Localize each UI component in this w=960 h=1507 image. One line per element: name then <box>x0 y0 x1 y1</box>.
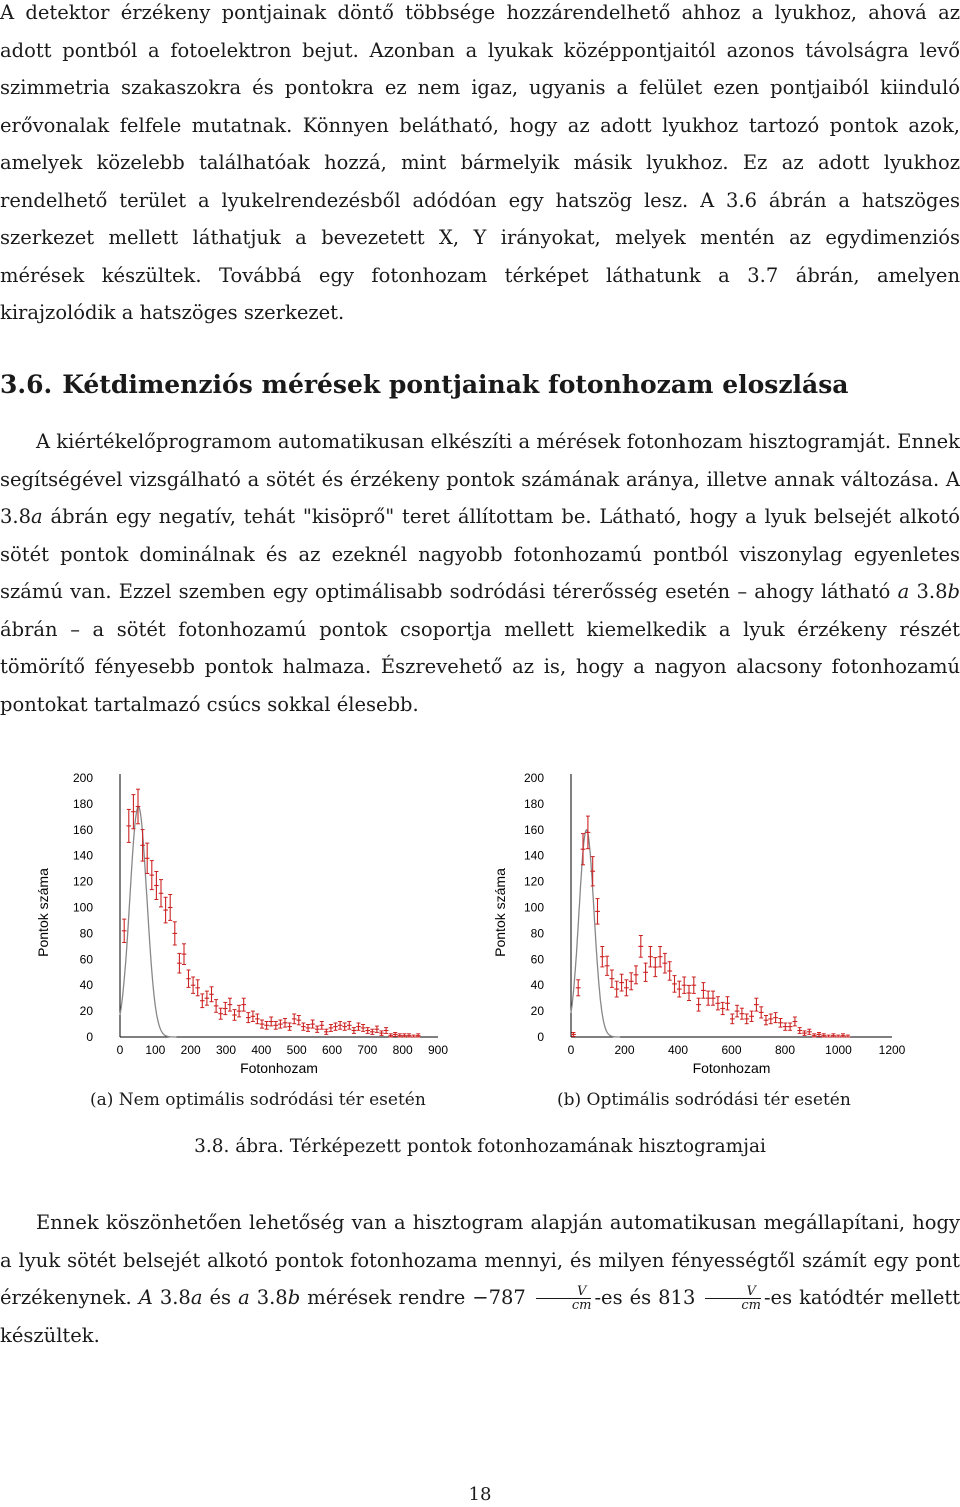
y-tick-label: 80 <box>530 926 544 941</box>
histogram-chart-b <box>492 771 906 1076</box>
y-axis-label: Pontok száma <box>35 868 51 957</box>
histogram-point <box>672 976 677 993</box>
paragraph-conclusion: Ennek köszönhetően lehetőség van a hisztogram alapján automatikusan megállapítani, hogy a lyuk sötét belsejét alkotó pontok fotonhozama mennyi, és milyen fényességtől számít egy pont érzékenynek. A 3.8a és a 3.8b mérések rendre −787 $\frac{V}{cm}$ -es és 813 $\frac{V}{cm}$ -es katódtér mellett készültek. <box>0 1211 960 1347</box>
histogram-point <box>324 1029 329 1034</box>
histogram-point <box>687 985 692 1000</box>
y-tick-label: 160 <box>72 822 93 837</box>
histogram-point <box>793 1017 798 1026</box>
histogram-point <box>788 1023 793 1030</box>
x-axis-label: Fotonhozam <box>692 1060 771 1076</box>
histogram-point <box>361 1025 366 1032</box>
x-tick-label: 400 <box>251 1043 272 1057</box>
paragraph-intro: A detektor érzékeny pontjainak döntő többsége hozzárendelhető ahhoz a lyukhoz, ahová az adott pontból a fotoelektron bejut. Azonban a lyukak középpontjaitól azonos távolságra levő szimmetria szakaszokra és pontokra ez nem igaz, ugyanis a felület ezen pontjaiból kiinduló erővonalak felfele mutatnak. Könnyen belátható, hogy az adott lyukhoz tartozó pontok azok, amelyek közelebb találhatóak hozzá, mint bármelyik másik lyukhoz. Ez az adott lyukhoz rendelhető terület a lyukelrendezésből adódóan egy hatszög lesz. A 3.6 ábrán a hatszöges szerkezet mellett láthatjuk a bevezetett X, Y irányokat, melyek mentén az egydimenziós mérések készültek. Továbbá egy fotonhozam térképet láthatunk a 3.7 ábrán, amelyen kirajzolódik a hatszöges szerkezet. <box>0 1 960 324</box>
x-tick-label: 600 <box>721 1043 742 1057</box>
histogram-point <box>783 1023 788 1030</box>
histogram-point <box>301 1023 306 1030</box>
histogram-point <box>177 953 182 973</box>
histogram-point <box>292 1014 297 1024</box>
histogram-point <box>754 998 759 1011</box>
x-tick-label: 1200 <box>878 1043 906 1057</box>
histogram-point <box>352 1028 357 1034</box>
x-tick-label: 200 <box>614 1043 635 1057</box>
histogram-point <box>648 947 653 967</box>
y-tick-label: 80 <box>79 926 93 941</box>
y-tick-label: 20 <box>79 1004 93 1019</box>
histogram-point <box>168 895 173 921</box>
histogram-point <box>749 1011 754 1021</box>
histogram-point <box>831 1034 836 1037</box>
histogram-point <box>826 1035 831 1037</box>
histogram-point <box>306 1025 311 1032</box>
histogram-point <box>388 1034 393 1037</box>
y-tick-label: 60 <box>530 952 544 967</box>
histogram-point <box>773 1013 778 1023</box>
histogram-point <box>610 970 615 987</box>
histogram-point <box>836 1035 841 1037</box>
unit-fraction: $\frac{V}{cm}$ <box>536 1285 592 1312</box>
histogram-point <box>730 1014 735 1024</box>
histogram-point <box>821 1034 826 1037</box>
x-axis-label: Fotonhozam <box>240 1060 318 1076</box>
histogram-point <box>720 1002 725 1014</box>
unit-fraction: $\frac{V}{cm}$ <box>705 1285 761 1312</box>
y-tick-label: 40 <box>530 978 544 993</box>
gaussian-fit-curve <box>571 830 620 1037</box>
y-tick-label: 200 <box>72 771 93 785</box>
histogram-point <box>711 991 716 1005</box>
histogram-point <box>278 1020 283 1028</box>
section-heading <box>0 370 859 399</box>
histogram-point <box>716 997 721 1010</box>
page-number: 18 <box>468 1484 492 1505</box>
y-axis-label: Pontok száma <box>492 868 508 957</box>
histogram-point <box>696 998 701 1011</box>
histogram-point <box>154 872 159 900</box>
histogram-point <box>846 1035 851 1037</box>
histogram-point <box>356 1023 361 1030</box>
histogram-point <box>379 1031 384 1036</box>
y-tick-label: 60 <box>79 952 93 967</box>
histogram-point <box>375 1026 380 1032</box>
histogram-point <box>643 963 648 981</box>
histogram-point <box>634 966 639 984</box>
histogram-point <box>163 897 168 923</box>
figure-histograms <box>0 760 960 1090</box>
histogram-point <box>663 953 668 973</box>
histogram-point <box>191 977 196 993</box>
x-tick-label: 500 <box>286 1043 307 1057</box>
histogram-point <box>600 947 605 967</box>
subcaption-b: (b) Optimális sodródási tér esetén <box>557 1090 851 1110</box>
histogram-point <box>768 1014 773 1024</box>
histogram-point <box>173 922 178 945</box>
histogram-point <box>691 977 696 993</box>
histogram-point <box>365 1028 370 1034</box>
x-tick-label: 400 <box>667 1043 689 1057</box>
histogram-point <box>595 899 600 925</box>
histogram-point <box>338 1022 343 1030</box>
histogram-point <box>638 936 643 958</box>
histogram-point <box>287 1023 292 1030</box>
x-tick-label: 800 <box>774 1043 796 1057</box>
x-tick-label: 900 <box>427 1043 449 1057</box>
y-tick-label: 40 <box>79 978 93 993</box>
histogram-point <box>571 1033 576 1037</box>
histogram-point <box>653 958 658 977</box>
y-tick-label: 180 <box>72 796 93 811</box>
histogram-point <box>740 1008 745 1019</box>
y-tick-label: 0 <box>86 1030 93 1044</box>
histogram-point <box>269 1017 274 1026</box>
histogram-point <box>667 962 672 981</box>
y-tick-label: 20 <box>530 1004 544 1019</box>
histogram-point <box>629 973 634 990</box>
paragraph-histogram-description: A kiértékelőprogramom automatikusan elkészíti a mérések fotonhozam hisztogramját. Ennek segítségével vizsgálható a sötét és érzékeny pontok számának aránya, illetve annak változása. A 3.8a ábrán egy negatív, tehát "kisöprő" teret állítottam be. Látható, hogy a lyuk belsejét alkotó sötét pontok dominálnak és az ezeknél nagyobb fotonhozamú pontból viszonylag egyenletes számú van. Ezzel szemben egy optimálisabb sodródási térerősség esetén – ahogy látható a 3.8b ábrán – a sötét fotonhozamú pontok csoportja mellett kiemelkedik a lyuk érzékeny részét tömörítő fényesebb pontok halmaza. Észrevehető az is, hogy a nagyon alacsony fotonhozamú pontokat tartalmazó csúcs sokkal élesebb. <box>0 430 960 716</box>
histogram-point <box>329 1025 334 1032</box>
histogram-point <box>297 1016 302 1025</box>
histogram-point <box>614 981 619 997</box>
histogram-point <box>310 1020 315 1028</box>
y-tick-label: 120 <box>523 874 544 889</box>
histogram-point <box>315 1026 320 1032</box>
figure-caption: 3.8. ábra. Térképezett pontok fotonhozamának hisztogramjai <box>194 1136 766 1157</box>
histogram-point <box>251 1011 256 1021</box>
histogram-point <box>759 1007 764 1018</box>
x-tick-label: 300 <box>215 1043 237 1057</box>
x-tick-label: 800 <box>392 1043 413 1057</box>
histogram-point <box>398 1034 403 1037</box>
histogram-point <box>122 919 127 942</box>
histogram-point <box>136 789 141 824</box>
histogram-point <box>402 1034 407 1037</box>
section-title: Kétdimenziós mérések pontjainak fotonhozam eloszlása <box>62 370 849 399</box>
y-tick-label: 200 <box>523 771 544 785</box>
histogram-point <box>150 861 155 890</box>
histogram-point <box>195 980 200 996</box>
histogram-point <box>264 1022 269 1030</box>
histogram-point <box>605 956 610 975</box>
y-tick-label: 160 <box>523 822 544 837</box>
histogram-point <box>807 1029 812 1034</box>
x-tick-label: 100 <box>145 1043 166 1057</box>
histogram-point <box>407 1034 412 1037</box>
histogram-point <box>200 994 205 1008</box>
histogram-point <box>701 983 706 999</box>
histogram-point <box>127 809 132 842</box>
histogram-point <box>209 987 214 1002</box>
histogram-point <box>706 991 711 1005</box>
histogram-point <box>223 1002 228 1014</box>
histogram-point <box>797 1028 802 1034</box>
histogram-point <box>205 991 210 1005</box>
x-tick-label: 1000 <box>825 1043 852 1057</box>
section-number: 3.6. <box>0 370 53 399</box>
histogram-point <box>393 1033 398 1037</box>
histogram-point <box>841 1034 846 1037</box>
y-tick-label: 140 <box>523 848 544 863</box>
histogram-point <box>260 1020 265 1028</box>
histogram-point <box>658 947 663 967</box>
subcaption-a: (a) Nem optimális sodródási tér esetén <box>90 1090 426 1110</box>
x-tick-label: 0 <box>116 1043 124 1057</box>
histogram-point <box>159 880 164 907</box>
histogram-point <box>333 1023 338 1030</box>
histogram-point <box>241 998 246 1011</box>
x-tick-label: 700 <box>357 1043 378 1057</box>
histogram-point <box>255 1014 260 1024</box>
histogram-point <box>384 1028 389 1034</box>
x-tick-label: 0 <box>567 1043 575 1057</box>
histogram-point <box>182 944 187 965</box>
histogram-point <box>416 1034 421 1037</box>
histogram-point <box>370 1029 375 1034</box>
histogram-point <box>320 1022 325 1030</box>
histogram-point <box>218 1008 223 1019</box>
histogram-point <box>624 980 629 996</box>
histogram-point <box>764 1016 769 1025</box>
histogram-point <box>232 1010 237 1021</box>
histogram-point <box>347 1022 352 1030</box>
histogram-point <box>744 1014 749 1024</box>
histogram-point <box>228 998 233 1011</box>
histogram-point <box>802 1031 807 1036</box>
histogram-point <box>778 1019 783 1028</box>
histogram-point <box>214 1000 219 1013</box>
histogram-point <box>619 974 624 991</box>
histogram-point <box>725 997 730 1010</box>
histogram-point <box>682 977 687 993</box>
histogram-point <box>246 1013 251 1023</box>
histogram-point <box>677 981 682 997</box>
x-tick-label: 200 <box>180 1043 201 1057</box>
histogram-point <box>274 1022 279 1030</box>
y-tick-label: 100 <box>72 900 93 915</box>
histogram-point <box>812 1034 817 1037</box>
y-tick-label: 0 <box>537 1030 544 1044</box>
histogram-point <box>342 1023 347 1030</box>
histogram-point <box>817 1033 822 1037</box>
histogram-point <box>186 970 191 987</box>
x-tick-label: 600 <box>321 1043 343 1057</box>
histogram-point <box>735 1005 740 1017</box>
histogram-point <box>411 1035 416 1037</box>
y-tick-label: 180 <box>523 796 544 811</box>
y-tick-label: 140 <box>72 848 93 863</box>
histogram-point <box>283 1019 288 1028</box>
histogram-point <box>237 1005 242 1017</box>
y-tick-label: 120 <box>72 874 93 889</box>
y-tick-label: 100 <box>523 900 544 915</box>
histogram-chart-a <box>35 771 448 1076</box>
histogram-point <box>576 980 581 996</box>
